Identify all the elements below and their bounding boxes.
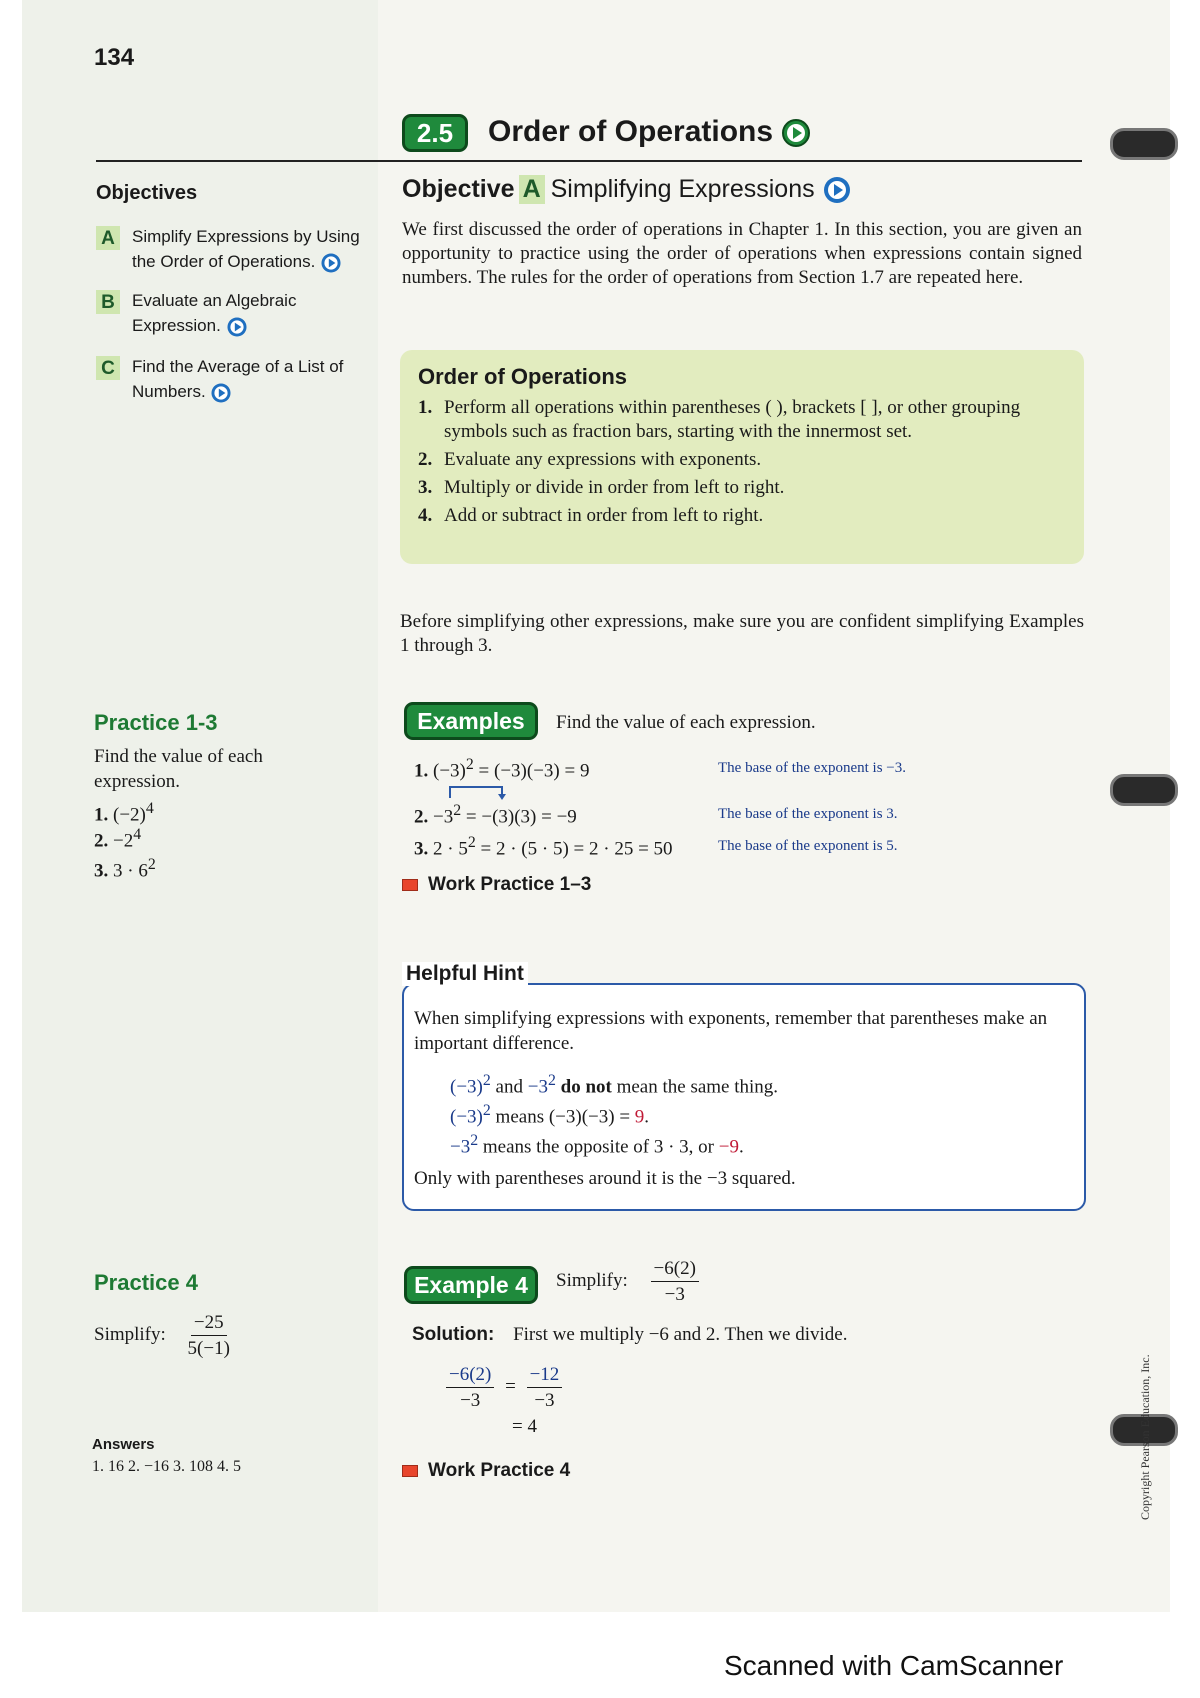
objective-text: Simplify Expressions by Using the Order of Operations. [132, 227, 360, 271]
example-row: 2. $-3^2 = -(3)(3) = -9$ [414, 802, 577, 828]
objective-title: Simplifying Expressions [550, 175, 815, 203]
fraction: $\frac{-6(2)}{-3}$ [651, 1256, 699, 1307]
base-bracket-icon [448, 784, 508, 800]
hint-line: $(-3)^2$ means (−3)(−3) = 9. [450, 1102, 650, 1128]
play-icon[interactable] [320, 252, 342, 274]
example-note: The base of the exponent is 3. [718, 806, 898, 822]
section-title [488, 115, 811, 149]
practice-item: 3. $3 \cdot 6^2$ [94, 856, 156, 882]
practice-item: 2. $-2^4$ [94, 826, 142, 852]
page-number: 134 [94, 44, 135, 71]
practice-4-heading: Practice 4 [94, 1270, 198, 1295]
objective-intro-paragraph: We first discussed the order of operations in Chapter 1. In this section, you are given an opportunity to practice using the order of operations when expressions contain signed numbers. The rules for the order of operations from Section 1.7 are repeated here. [402, 219, 1082, 288]
objective-text: Evaluate an Algebraic Expression. [132, 291, 297, 335]
example-note: The base of the exponent is 5. [718, 838, 898, 854]
fraction: $\frac{-25}{5(-1)}$ [187, 1312, 230, 1359]
example-4-steps: $\frac{-6(2)}{-3}$ = $\frac{-12}{-3}$ [446, 1362, 562, 1413]
work-practice-icon [402, 879, 418, 891]
work-practice-icon [402, 1465, 418, 1477]
binder-ring [1110, 774, 1178, 806]
work-practice-4[interactable]: Work Practice 4 [402, 1460, 570, 1482]
objective-letter: B [96, 290, 120, 314]
work-practice-1-3[interactable]: Work Practice 1–3 [402, 874, 591, 896]
order-step: 1. Perform all operations within parentheses ( ), brackets [ ], or other grouping symbols such as fraction bars, starting with the innermost set. [418, 397, 1021, 442]
order-step: 3. Multiply or divide in order from left to right. [418, 477, 785, 498]
practice-item: 1. $(-2)^4$ [94, 800, 154, 826]
binder-ring [1110, 128, 1178, 160]
before-paragraph: Before simplifying other expressions, make sure you are confident simplifying Examples 1 through 3. [400, 611, 1084, 656]
objective-text: Find the Average of a List of Numbers. [132, 357, 344, 401]
hint-intro: When simplifying expressions with exponents, remember that parentheses make an important difference. [414, 1008, 1048, 1054]
order-box-title: Order of Operations [418, 364, 628, 389]
order-step: 4. Add or subtract in order from left to right. [418, 505, 764, 526]
objective-item-a [96, 224, 376, 274]
examples-instruction: Find the value of each expression. [556, 712, 816, 733]
objective-prefix: Objective [402, 175, 515, 203]
objective-item-b [96, 288, 376, 338]
example-4-solution: Solution: First we multiply −6 and 2. Then we divide. [412, 1324, 848, 1345]
header-rule [96, 160, 1082, 162]
examples-badge: Examples [404, 702, 538, 740]
order-step: 2. Evaluate any expressions with exponents. [418, 449, 762, 470]
answers-heading: Answers [92, 1436, 155, 1453]
order-of-operations-box [400, 350, 1084, 564]
fraction: $\frac{-12}{-3}$ [527, 1362, 563, 1413]
practice-4-problem: Simplify: $\frac{-25}{5(-1)}$ [94, 1310, 233, 1361]
objective-letter: C [96, 356, 120, 380]
hint-closing: Only with parentheses around it is the −3 squared. [414, 1168, 796, 1189]
section-number-badge: 2.5 [402, 114, 468, 152]
play-icon[interactable] [210, 382, 232, 404]
helpful-hint-title: Helpful Hint [402, 962, 528, 986]
objectives-heading: Objectives [96, 182, 198, 204]
example-4-problem: Simplify: $\frac{-6(2)}{-3}$ [556, 1256, 699, 1307]
scanner-footer: Scanned with CamScanner [724, 1650, 1064, 1681]
example-4-result: = 4 [512, 1416, 537, 1437]
play-icon[interactable] [781, 118, 811, 148]
example-row: 3. $2 \cdot 5^2 = 2 \cdot (5 \cdot 5) = 2 \cdot 25 = 50$ [414, 834, 673, 860]
objective-letter: A [519, 175, 545, 204]
play-icon[interactable] [822, 175, 852, 205]
example-note: The base of the exponent is −3. [718, 760, 906, 776]
example-4-badge: Example 4 [404, 1266, 538, 1304]
play-icon[interactable] [226, 316, 248, 338]
practice-1-3-instruction: Find the value of each expression. [94, 746, 263, 792]
objective-a-heading [402, 175, 852, 205]
hint-line: $-3^2$ means the opposite of 3 · 3, or −9. [450, 1132, 744, 1158]
hint-line: $(-3)^2$ and $-3^2$ do not mean the same thing. [450, 1072, 779, 1098]
fraction: $\frac{-6(2)}{-3}$ [446, 1362, 494, 1413]
practice-1-3-heading: Practice 1-3 [94, 710, 218, 735]
objective-item-c [96, 354, 376, 404]
example-row: 1. $(-3)^2 = (-3)(-3) = 9$ [414, 756, 590, 782]
section-title-text: Order of Operations [488, 115, 774, 148]
answers-text: 1. 16 2. −16 3. 108 4. 5 [92, 1458, 242, 1475]
objective-letter: A [96, 226, 120, 250]
copyright-notice: Copyright Pearson Education, Inc. [1138, 1354, 1152, 1520]
